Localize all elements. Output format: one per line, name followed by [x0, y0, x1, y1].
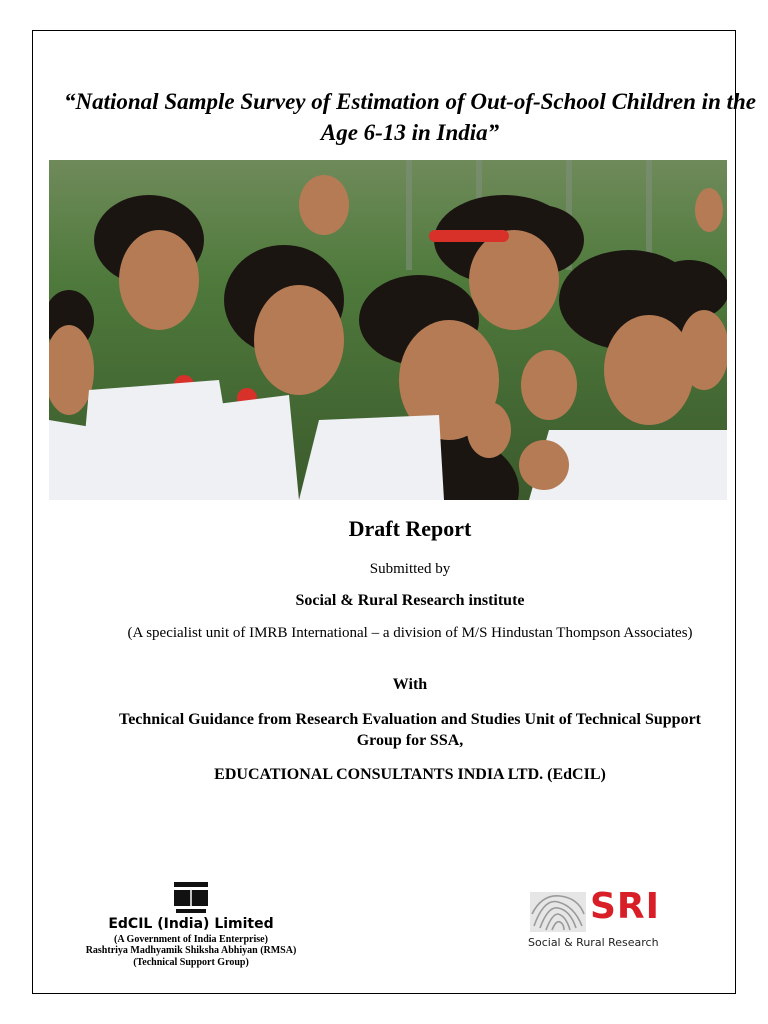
edcil-emblem-icon	[168, 880, 214, 918]
consultants-name: EDUCATIONAL CONSULTANTS INDIA LTD. (EdCIL)	[214, 766, 606, 783]
draft-report-heading: Draft Report	[348, 516, 472, 541]
organization-name: Social & Rural Research institute	[295, 592, 525, 609]
edcil-name: EdCIL (India) Limited	[108, 916, 274, 932]
schoolchildren-photo	[49, 160, 727, 500]
edcil-rmsa: Rashtriya Madhyamik Shiksha Abhiyan (RMSA)	[85, 945, 297, 956]
sri-subtitle: Social & Rural Research	[528, 936, 659, 949]
specialist-unit-note: (A specialist unit of IMRB International – a division of M/S Hindustan Thompson Associates)	[127, 625, 693, 641]
sri-wordmark: SRI	[590, 886, 661, 927]
with-label: With	[392, 676, 428, 693]
report-title: “National Sample Survey of Estimation of Out-of-School Children in the Age 6-13 in India”	[64, 89, 756, 145]
edcil-tsg: (Technical Support Group)	[133, 957, 249, 968]
fingerprint-icon	[530, 892, 586, 932]
technical-guidance-text: Technical Guidance from Research Evaluation and Studies Unit of Technical Support Group for SSA,	[118, 711, 701, 749]
sri-logo	[526, 886, 710, 954]
edcil-tagline: (A Government of India Enterprise)	[114, 934, 268, 945]
submitted-by-label: Submitted by	[369, 561, 451, 577]
edcil-logo	[56, 880, 326, 970]
